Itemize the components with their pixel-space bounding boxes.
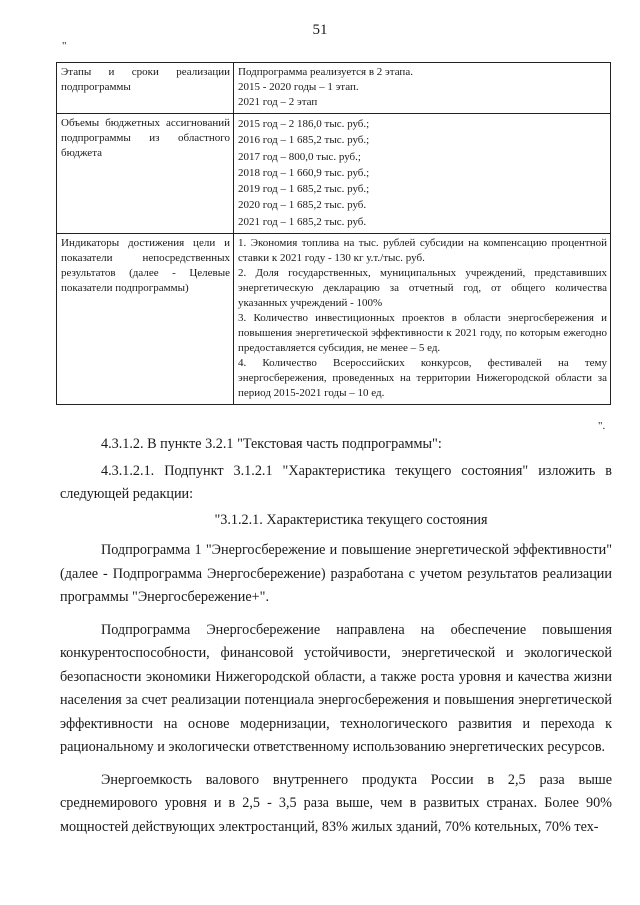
opening-quote-mark: " [62,40,67,52]
paragraph-amendment-subitem: 4.3.1.2.1. Подпункт 3.1.2.1 "Характеристика текущего состояния" изложить в следующей редакции: [60,462,612,502]
indicator-item: 2. Доля государственных, муниципальных учреждений, представивших энергетическую декларацию за отчетный год, от общего количества указанных учреждений - 100% [238,267,607,310]
table-row [57,234,611,405]
value-line: Подпрограмма реализуется в 2 этапа. [238,66,413,78]
document-body [60,433,612,839]
value-line: 2016 год – 1 685,2 тыс. руб.; [238,134,370,147]
table-body [57,63,611,405]
paragraph-subprogram-goals: Подпрограмма Энергосбережение направлена на обеспечение повышения конкурентоспособности, финансовой устойчивости, энергетической и экологической безопасности экономики Нижегородской области, а также роста уровня и качества жизни населения за счет реализации потенциала энергосбережения и повышения энергетической эффективности на основе модернизации, технологического развития и перехода к рациональному и экологически ответственному использованию энергетических ресурсов. [60,621,612,755]
section-heading: "3.1.2.1. Характеристика текущего состояния [214,511,488,528]
indicator-item: 3. Количество инвестиционных проектов в области энергосбережения и повышения энергетической эффективности к 2021 году, по которым ежегодно предоставляется субсидия, не менее – 5 ед. [238,312,607,355]
paragraph-subprogram-intro: Подпрограмма 1 "Энергосбережение и повышение энергетической эффективности" (далее - Подпрограмма Энергосбережение) разработана с учетом результатов реализации программы "Энергосбережение+". [60,542,612,605]
row-value-cell [234,114,611,234]
closing-quote-mark: ". [598,420,606,432]
value-line: 2021 год – 2 этап [238,96,318,108]
row-label-cell: Этапы и сроки реализации подпрограммы [57,63,234,114]
row-label-cell: Индикаторы достижения цели и показатели непосредственных результатов (далее - Целевые показатели подпрограммы) [57,234,234,405]
value-line: 2015 год – 2 186,0 тыс. руб.; [238,118,370,130]
table-row [57,63,611,114]
row-value-cell [234,63,611,114]
value-line: 2019 год – 1 685,2 тыс. руб.; [238,183,370,196]
value-line: 2017 год – 800,0 тыс. руб.; [238,150,361,163]
row-label-cell: Объемы бюджетных ассигнований подпрограммы из областного бюджета [57,114,234,234]
value-line: 2020 год – 1 685,2 тыс. руб. [238,199,367,212]
value-line: 2015 - 2020 годы – 1 этап. [238,81,359,93]
value-line: 2018 год – 1 660,9 тыс. руб.; [238,166,370,179]
value-line: 2021 год – 1 685,2 тыс. руб. [238,215,367,228]
indicator-item: 1. Экономия топлива на тыс. рублей субсидии на компенсацию процентной ставки к 2021 году - 130 кг у.т./тыс. руб. [238,237,607,265]
page-number: 51 [312,22,328,38]
row-value-cell [234,234,611,405]
indicator-item: 4. Количество Всероссийских конкурсов, фестивалей на тему энергосбережения, проведенных на территории Нижегородской области за период 2015-2021 годы – 10 ед. [238,357,607,400]
paragraph-amendment-item: 4.3.1.2. В пункте 3.2.1 "Текстовая часть подпрограммы": [101,436,442,452]
table-row [57,114,611,234]
subprogram-passport-table [56,62,611,405]
paragraph-energy-intensity: Энергоемкость валового внутреннего продукта России в 2,5 раза выше среднемирового уровня и в 2,5 - 3,5 раза выше, чем в развитых странах. Более 90% мощностей действующих электростанций, 83% жилых зданий, 70% котельных, 70% тех- [60,771,612,835]
